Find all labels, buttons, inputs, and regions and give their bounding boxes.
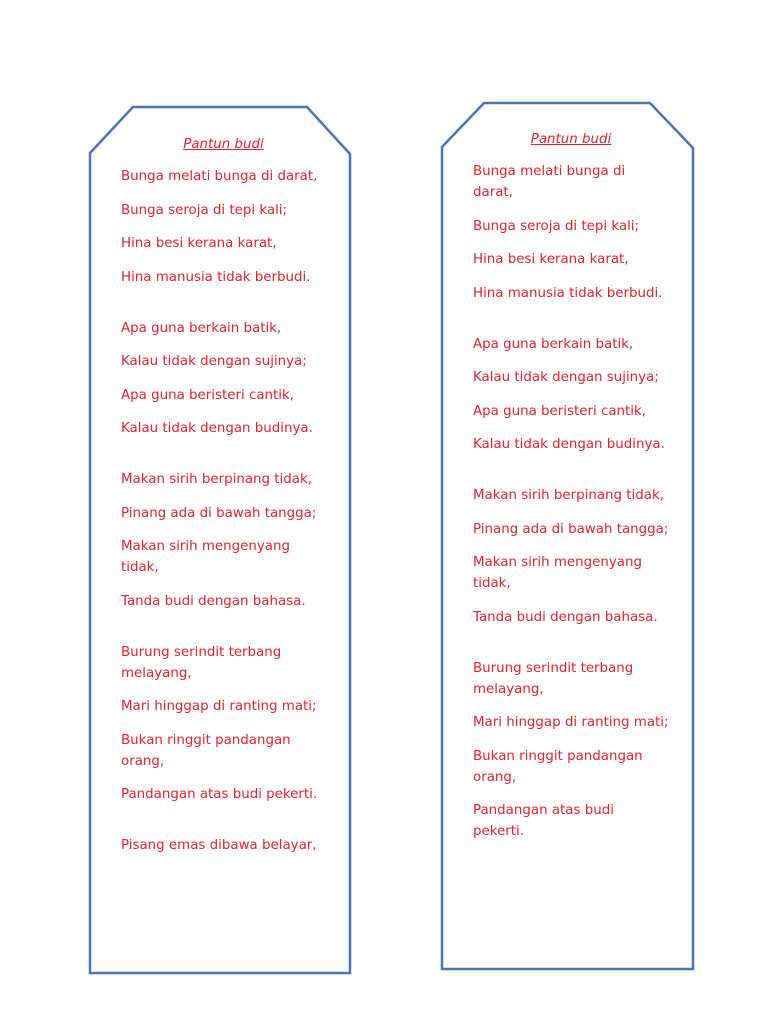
stanza-list <box>473 161 669 842</box>
pantun-line: Apa guna berkain batik, <box>473 336 634 352</box>
stanza <box>473 334 669 456</box>
stanza <box>121 835 326 856</box>
pantun-line: Bunga seroja di tepi kali; <box>121 202 288 218</box>
pantun-line: Hina besi kerana karat, <box>473 252 629 267</box>
pantun-line: Pandangan atas budi pekerti. <box>121 787 318 802</box>
pantun-line: Tanda budi dengan bahasa. <box>121 593 306 609</box>
pantun-line: Hina manusia tidak berbudi. <box>121 269 311 285</box>
pantun-text-left <box>121 134 326 964</box>
pantun-line: Bunga melati bunga di darat, <box>121 169 318 184</box>
stanza <box>473 658 669 843</box>
pantun-line: Burung serindit terbang melayang, <box>473 660 634 697</box>
pantun-line: Burung serindit terbang melayang, <box>121 644 282 681</box>
pantun-line: Makan sirih mengenyang tidak, <box>121 539 291 575</box>
stanza <box>473 485 669 628</box>
bookmark-right <box>440 101 695 971</box>
pantun-title: Pantun budi <box>530 132 612 147</box>
pantun-line: Makan sirih berpinang tidak, <box>121 472 312 487</box>
stanza <box>121 642 326 806</box>
pantun-line: Makan sirih mengenyang tidak, <box>473 555 643 591</box>
pantun-line: Pinang ada di bawah tangga; <box>473 521 669 537</box>
pantun-line: Apa guna berkain batik, <box>121 320 282 336</box>
pantun-line: Bunga seroja di tepi kali; <box>473 218 640 234</box>
stanza <box>121 166 326 288</box>
pantun-line: Tanda budi dengan bahasa. <box>473 609 658 625</box>
pantun-line: Apa guna beristeri cantik, <box>121 387 295 403</box>
pantun-line: Pandangan atas budi pekerti. <box>473 803 614 839</box>
pantun-line: Apa guna beristeri cantik, <box>473 403 647 419</box>
pantun-line: Bukan ringgit pandangan orang, <box>473 748 643 785</box>
stanza <box>121 318 326 440</box>
pantun-title: Pantun budi <box>183 137 264 152</box>
pantun-line: Mari hinggap di ranting mati; <box>473 715 669 730</box>
pantun-line: Makan sirih berpinang tidak, <box>473 488 664 503</box>
stanza <box>121 469 326 612</box>
pantun-line: Hina manusia tidak berbudi. <box>473 285 663 301</box>
pantun-line: Pinang ada di bawah tangga; <box>121 505 317 521</box>
pantun-line: Kalau tidak dengan budinya. <box>473 437 665 452</box>
pantun-line: Kalau tidak dengan sujinya; <box>473 370 659 385</box>
pantun-line: Hina besi kerana karat, <box>121 236 277 251</box>
stanza <box>473 161 669 304</box>
pantun-line: Mari hinggap di ranting mati; <box>121 699 317 714</box>
pantun-line: Pisang emas dibawa belayar, <box>121 838 317 853</box>
pantun-line: Kalau tidak dengan budinya. <box>121 421 313 436</box>
stanza-list <box>121 166 326 856</box>
bookmark-left <box>88 105 352 975</box>
pantun-line: Bukan ringgit pandangan orang, <box>121 732 291 769</box>
pantun-line: Bunga melati bunga di darat, <box>473 164 626 200</box>
pantun-line: Kalau tidak dengan sujinya; <box>121 354 307 369</box>
pantun-text-right <box>473 129 669 961</box>
